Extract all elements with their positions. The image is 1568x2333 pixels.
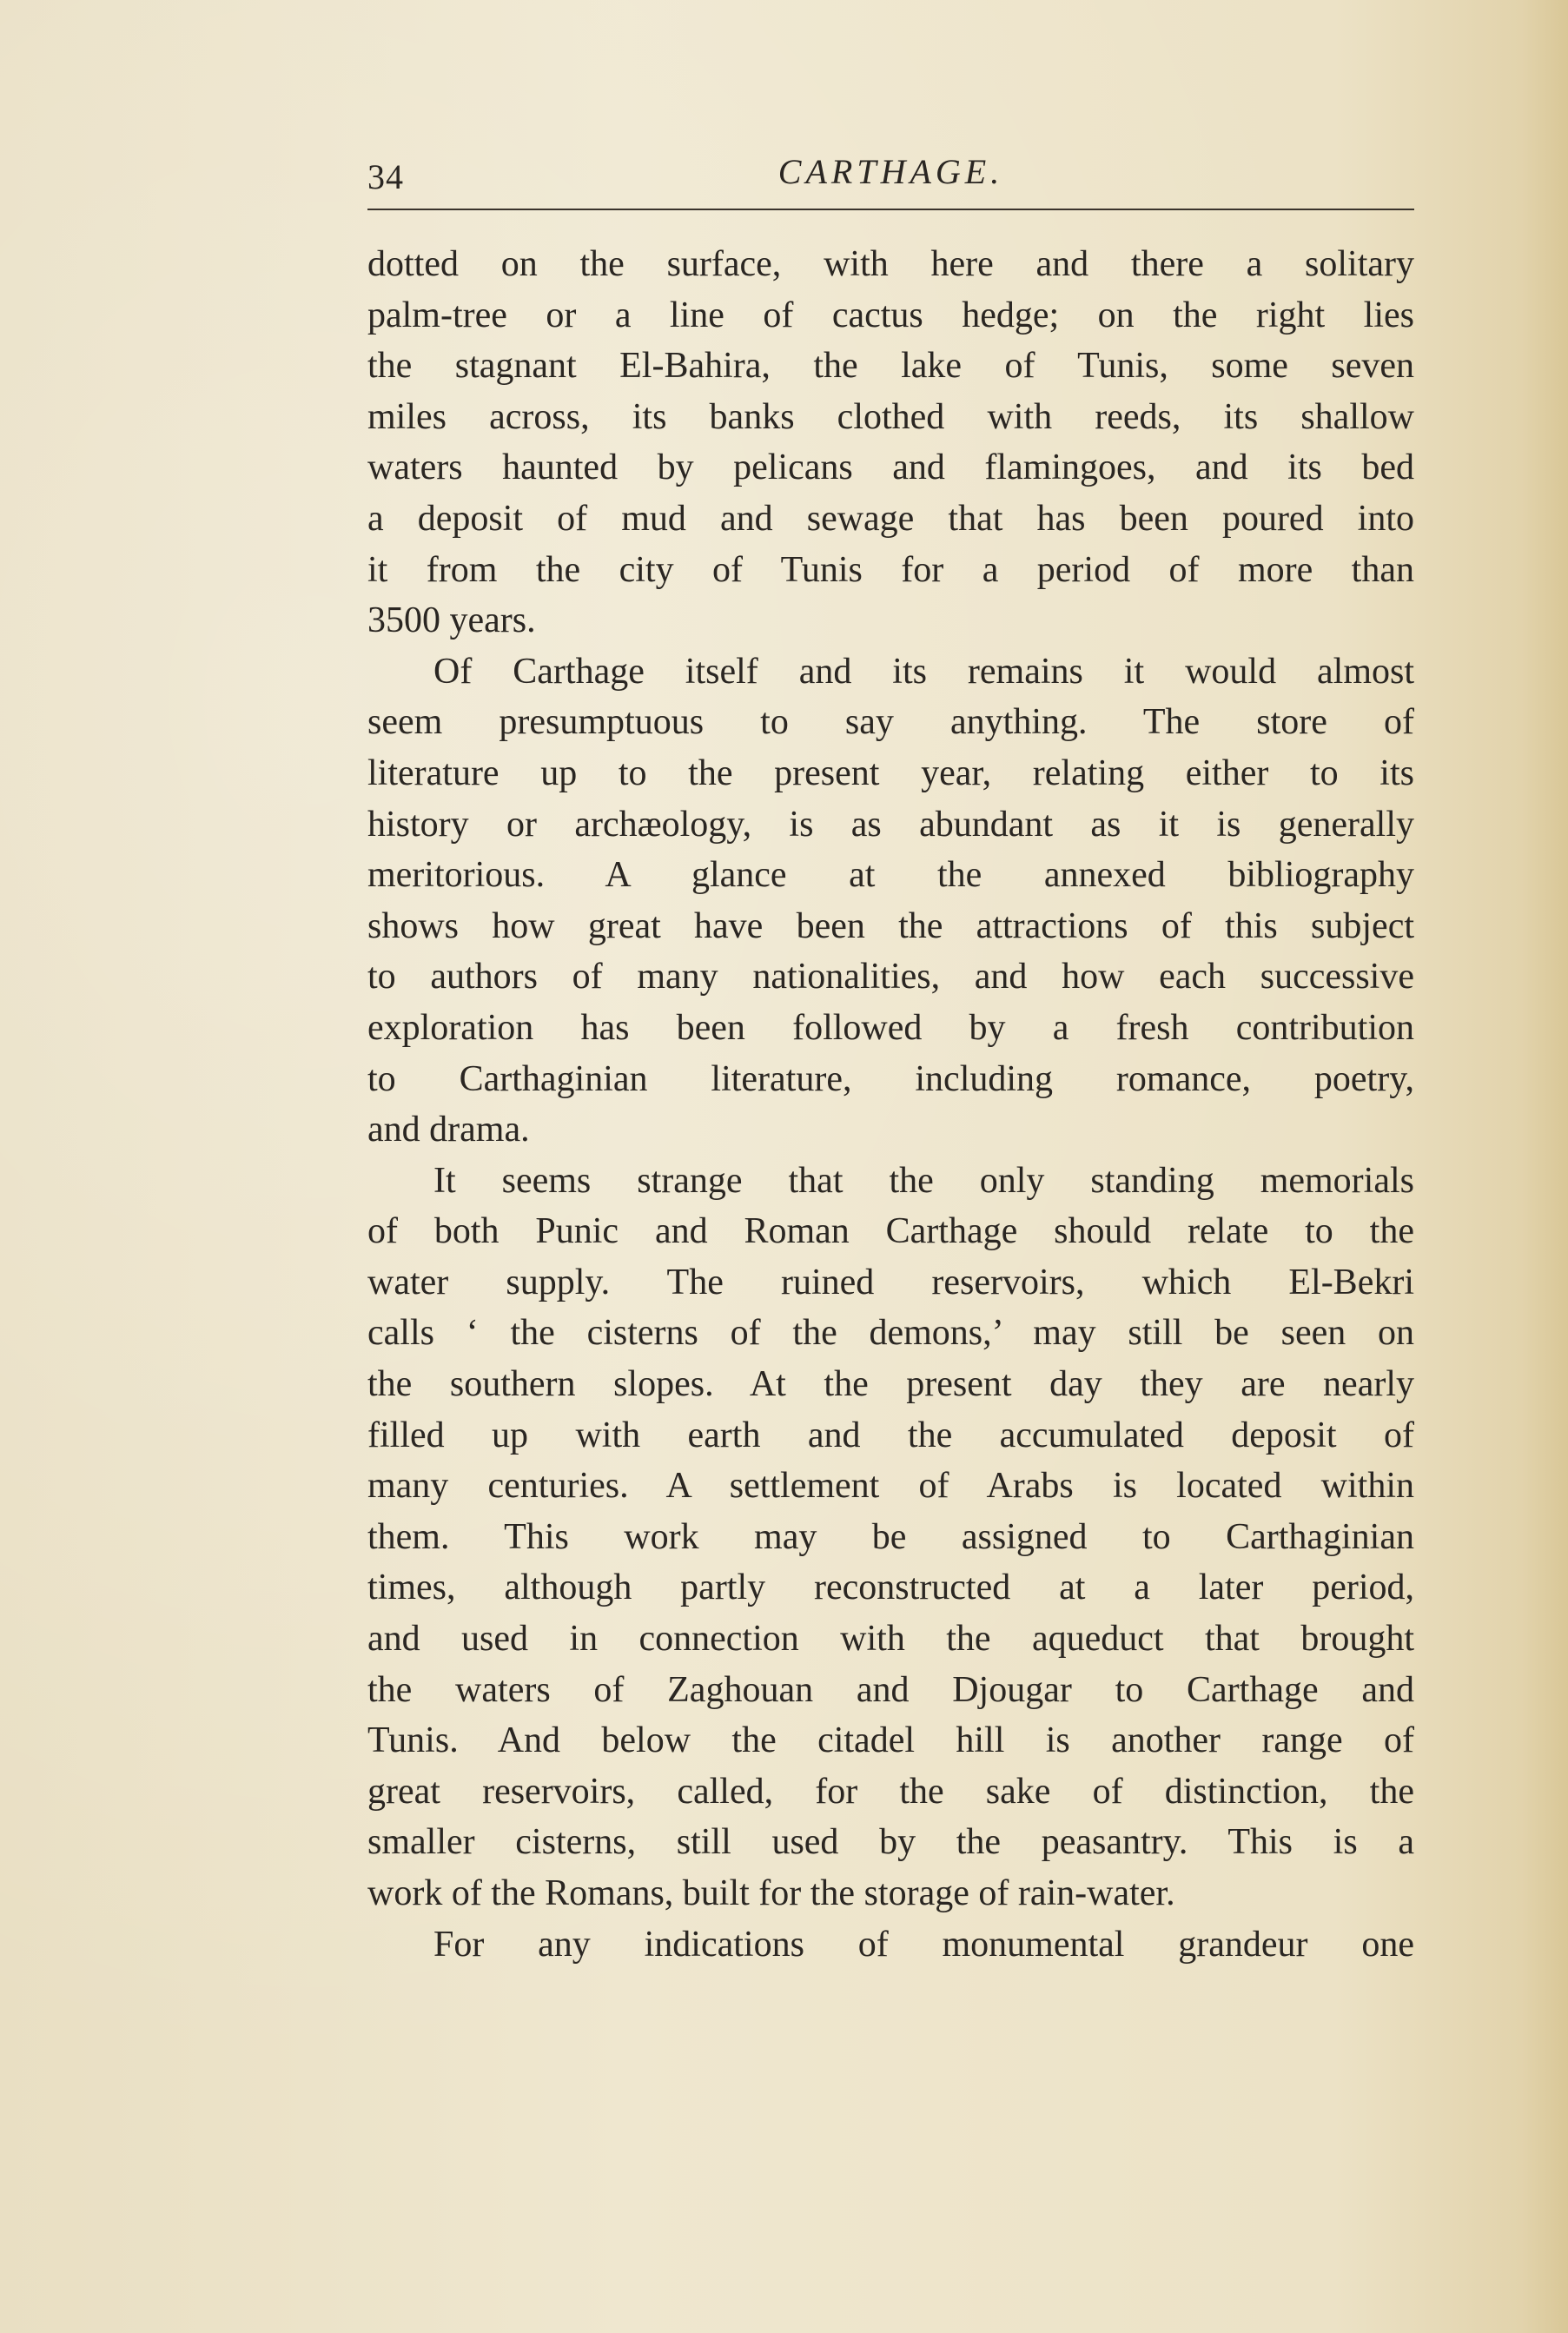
text-line: the waters of Zaghouan and Djougar to Carthage and xyxy=(367,1669,1414,1710)
header-rule xyxy=(367,209,1414,210)
text-line: great reservoirs, called, for the sake of distinction, the xyxy=(367,1771,1414,1812)
text-line: palm-tree or a line of cactus hedge; on the right lies xyxy=(367,295,1414,335)
body-text xyxy=(367,239,1414,1970)
text-line: waters haunted by pelicans and flamingoes, and its bed xyxy=(367,447,1414,488)
text-line: of both Punic and Roman Carthage should relate to the xyxy=(367,1211,1414,1252)
running-title: CARTHAGE. xyxy=(777,152,1004,191)
text-line: calls ‘ the cisterns of the demons,’ may still be seen on xyxy=(367,1313,1414,1354)
text-line: literature up to the present year, relating either to its xyxy=(367,752,1414,793)
page-header xyxy=(367,146,1414,198)
text-line: it from the city of Tunis for a period of more than xyxy=(367,549,1414,590)
text-line: work of the Romans, built for the storage of rain-water. xyxy=(367,1873,1175,1913)
text-line: miles across, its banks clothed with reeds, its shallow xyxy=(367,396,1414,437)
text-line: a deposit of mud and sewage that has been poured into xyxy=(367,498,1414,539)
text-line: and used in connection with the aqueduct that brought xyxy=(367,1619,1414,1660)
page-number: 34 xyxy=(367,157,404,196)
paragraph-start-line: Of Carthage itself and its remains it would almost xyxy=(433,651,1414,692)
text-line: the stagnant El-Bahira, the lake of Tunis, some seven xyxy=(367,346,1414,387)
text-line: water supply. The ruined reservoirs, which El-Bekri xyxy=(367,1262,1414,1302)
text-line: exploration has been followed by a fresh contribution xyxy=(367,1007,1414,1048)
text-line: to Carthaginian literature, including romance, poetry, xyxy=(367,1058,1414,1099)
text-line: dotted on the surface, with here and there a solitary xyxy=(367,244,1414,284)
text-line: history or archæology, is as abundant as it is generally xyxy=(367,804,1414,845)
text-line: and drama. xyxy=(367,1110,530,1150)
text-line: them. This work may be assigned to Carthaginian xyxy=(367,1516,1414,1557)
text-line: meritorious. A glance at the annexed bibliography xyxy=(367,855,1414,896)
text-line: Tunis. And below the citadel hill is another range of xyxy=(367,1720,1414,1761)
paragraph-start-line: It seems strange that the only standing memorials xyxy=(433,1160,1414,1201)
text-line: the southern slopes. At the present day they are nearly xyxy=(367,1364,1414,1405)
text-line: seem presumptuous to say anything. The store of xyxy=(367,702,1414,743)
text-line: smaller cisterns, still used by the peasantry. This is a xyxy=(367,1822,1414,1863)
paragraph-start-line: For any indications of monumental grandeur one xyxy=(433,1924,1414,1965)
text-line: many centuries. A settlement of Arabs is located within xyxy=(367,1466,1414,1507)
text-line: filled up with earth and the accumulated deposit of xyxy=(367,1415,1414,1455)
text-line: shows how great have been the attractions of this subject xyxy=(367,905,1414,946)
text-line: times, although partly reconstructed at a later period, xyxy=(367,1567,1414,1608)
text-line: to authors of many nationalities, and how each successive xyxy=(367,957,1414,997)
text-line: 3500 years. xyxy=(367,600,536,641)
